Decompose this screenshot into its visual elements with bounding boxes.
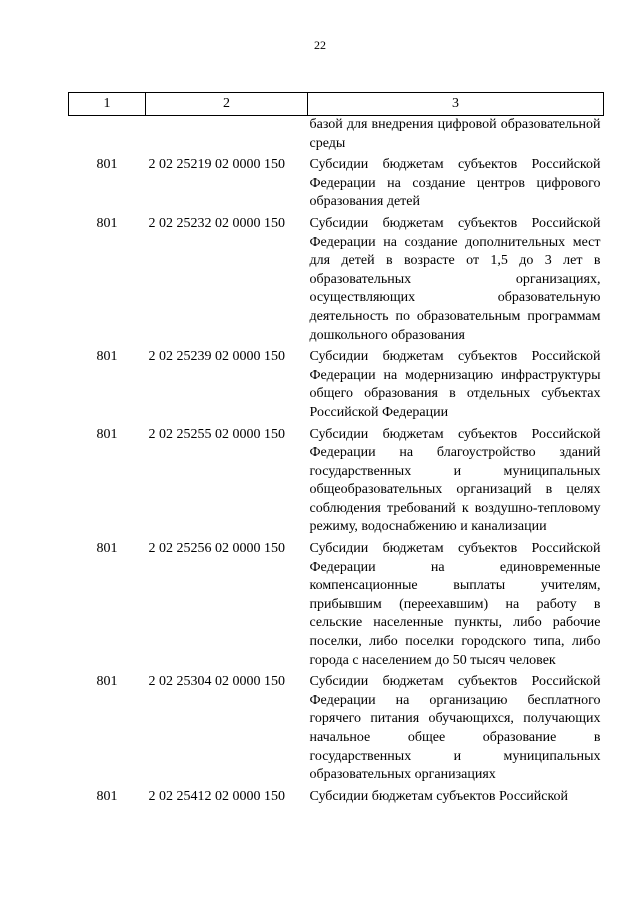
continuation-text: базой для внедрения цифровой образовательной среды: [309, 117, 601, 151]
revenue-code: 2 02 25412 02 0000 150: [148, 788, 285, 804]
revenue-description: Субсидии бюджетам субъектов Российской Федерации на модернизацию инфраструктуры общего образования в отдельных субъектах Российской Федерации: [309, 349, 601, 420]
revenue-code: 2 02 25239 02 0000 150: [148, 349, 285, 365]
table-row: [69, 785, 604, 807]
revenue-code: 2 02 25304 02 0000 150: [148, 674, 285, 690]
admin-code: 801: [96, 674, 118, 690]
budget-revenue-table: [68, 92, 604, 806]
revenue-description: Субсидии бюджетам субъектов Российской Федерации на организацию бесплатного горячего питания обучающихся, получающих начальное общее образование в государственных и муниципальных образовательных организациях: [309, 674, 601, 783]
header-col-3: 3: [308, 93, 604, 116]
admin-code: 801: [96, 349, 118, 365]
revenue-code: 2 02 25255 02 0000 150: [148, 426, 285, 442]
table-row: [69, 212, 604, 345]
continuation-row: [69, 116, 604, 154]
revenue-code: 2 02 25219 02 0000 150: [148, 157, 285, 173]
revenue-description: Субсидии бюджетам субъектов Российской Федерации на создание дополнительных мест для детей в возрасте от 1,5 до 3 лет в образовательных организациях, осуществляющих образовательную деятельность по образовательным программам дошкольного образования: [309, 215, 601, 343]
revenue-description: Субсидии бюджетам субъектов Российской Федерации на единовременные компенсационные выплаты учителям, прибывшим (переехавшим) на работу в сельские населенные пункты, либо рабочие поселки, либо поселки городского типа, либо города с населением до 50 тысяч человек: [309, 541, 601, 668]
admin-code: 801: [96, 426, 118, 442]
admin-code: 801: [96, 157, 118, 173]
admin-code: 801: [96, 788, 118, 804]
revenue-description: Субсидии бюджетам субъектов Российской Федерации на создание центров цифрового образования детей: [309, 157, 601, 210]
header-col-1: 1: [69, 93, 146, 116]
revenue-description: Субсидии бюджетам субъектов Российской Федерации на благоустройство зданий государственных и муниципальных общеобразовательных организаций в целях соблюдения требований к воздушно-тепловому режиму, водоснабжению и канализации: [309, 426, 601, 535]
revenue-code: 2 02 25232 02 0000 150: [148, 215, 285, 231]
admin-code: 801: [96, 541, 118, 557]
table-row: [69, 423, 604, 538]
table-row: [69, 670, 604, 785]
page-number: 22: [314, 38, 326, 52]
header-col-2: 2: [146, 93, 308, 116]
revenue-description: Субсидии бюджетам субъектов Российской: [309, 788, 569, 804]
revenue-code: 2 02 25256 02 0000 150: [148, 541, 285, 557]
table-row: [69, 153, 604, 212]
admin-code: 801: [96, 215, 118, 231]
table-row: [69, 345, 604, 422]
table-header-row: [69, 93, 604, 116]
table-row: [69, 537, 604, 670]
